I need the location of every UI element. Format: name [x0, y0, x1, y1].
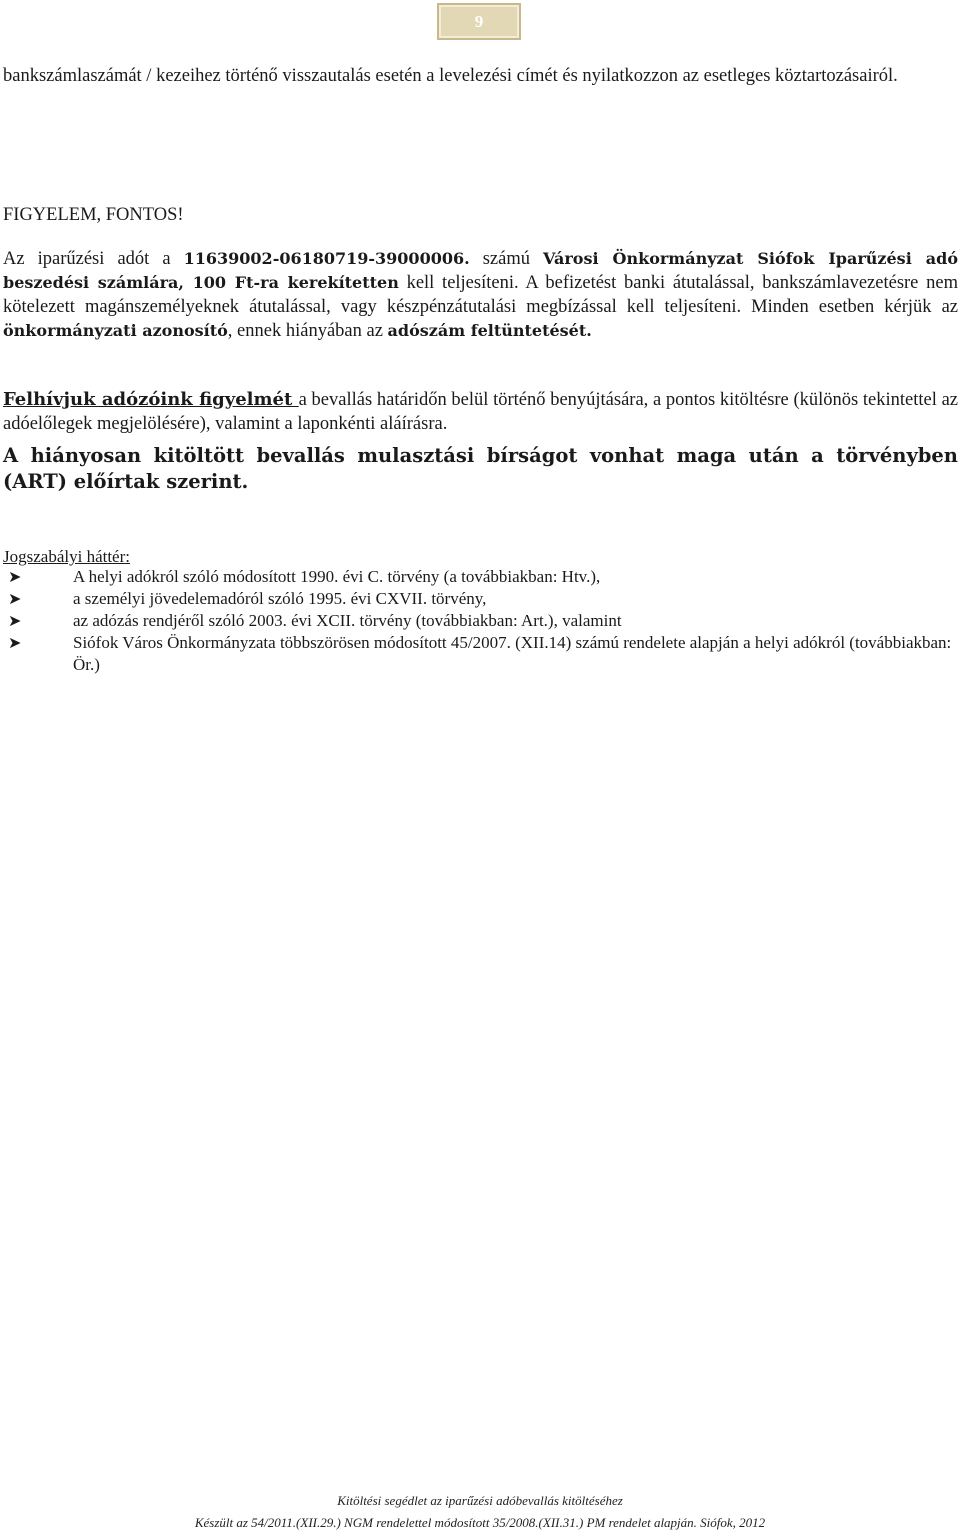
footer-note: Készült az 54/2011.(XII.29.) NGM rendelettel módosított 35/2008.(XII.31.) PM rendelet alapján. Siófok, 2012 [194, 1515, 766, 1530]
paragraph-notice [3, 388, 958, 436]
payment-text-1: Az iparűzési adót a [3, 249, 184, 269]
arrow-bullet-icon: ➤ [8, 613, 22, 630]
attention-heading: FIGYELEM, FONTOS! [3, 205, 184, 225]
list-item [3, 610, 958, 632]
page-number: 9 [474, 11, 484, 31]
penalty-warning: A hiányosan kitöltött bevallás mulasztási bírságot vonhat maga után a törvényben (ART) előírtak szerint. [3, 444, 958, 493]
account-number: 11639002-06180719-39000006. [183, 249, 470, 268]
paragraph-refund: bankszámlaszámát / kezeihez történő visszautalás esetén a levelezési címét és nyilatkozzon az esetleges köztartozásairól. [3, 66, 898, 86]
arrow-bullet-icon: ➤ [8, 591, 22, 608]
notice-rest: a bevallás határidőn belül történő benyújtására, a pontos kitöltésre (különös tekintettel az adóelőlegek megjelölésére), valamint a laponkénti aláírásra. [3, 390, 958, 434]
legal-item-text: Siófok Város Önkormányzata többszörösen módosított 45/2007. (XII.14) számú rendelete alapján a helyi adókról (továbbiakban: Ör.) [73, 633, 952, 674]
paragraph-payment [3, 247, 958, 343]
arrow-bullet-icon: ➤ [8, 635, 22, 652]
list-item [3, 632, 958, 676]
legal-list [3, 566, 958, 676]
arrow-bullet-icon: ➤ [8, 569, 22, 586]
legal-item-text: A helyi adókról szóló módosított 1990. évi C. törvény (a továbbiakban: Htv.), [73, 567, 601, 586]
payment-text-4: , ennek hiányában az [227, 321, 388, 341]
list-item [3, 588, 958, 610]
payment-text-2: számú [469, 249, 544, 269]
page-number-badge [437, 3, 521, 40]
footer-title: Kitöltési segédlet az iparűzési adóbevallás kitöltéséhez [337, 1493, 623, 1508]
legal-background-heading: Jogszabályi háttér: [3, 547, 130, 566]
municipal-id-emphasis: önkormányzati azonosító [3, 321, 228, 340]
payment-text-3: kell teljesíteni. A befizetést banki átutalással, bankszámlavezetésre nem kötelezett magánszemélyeknek átutalással, vagy készpénzátutalási megbízással kell teljesíteni. Minden esetben kérjük az [3, 273, 958, 317]
account-name: Városi Önkormányzat Siófok Iparűzési adó beszedési számlára, 100 Ft-ra kerekítetten [3, 249, 958, 292]
notice-lead: Felhívjuk adózóink figyelmét [3, 389, 299, 410]
tax-number-emphasis: adószám feltüntetését. [387, 321, 592, 340]
legal-item-text: az adózás rendjéről szóló 2003. évi XCII. törvény (továbbiakban: Art.), valamint [73, 611, 622, 630]
legal-item-text: a személyi jövedelemadóról szóló 1995. évi CXVII. törvény, [73, 589, 487, 608]
list-item [3, 566, 958, 588]
